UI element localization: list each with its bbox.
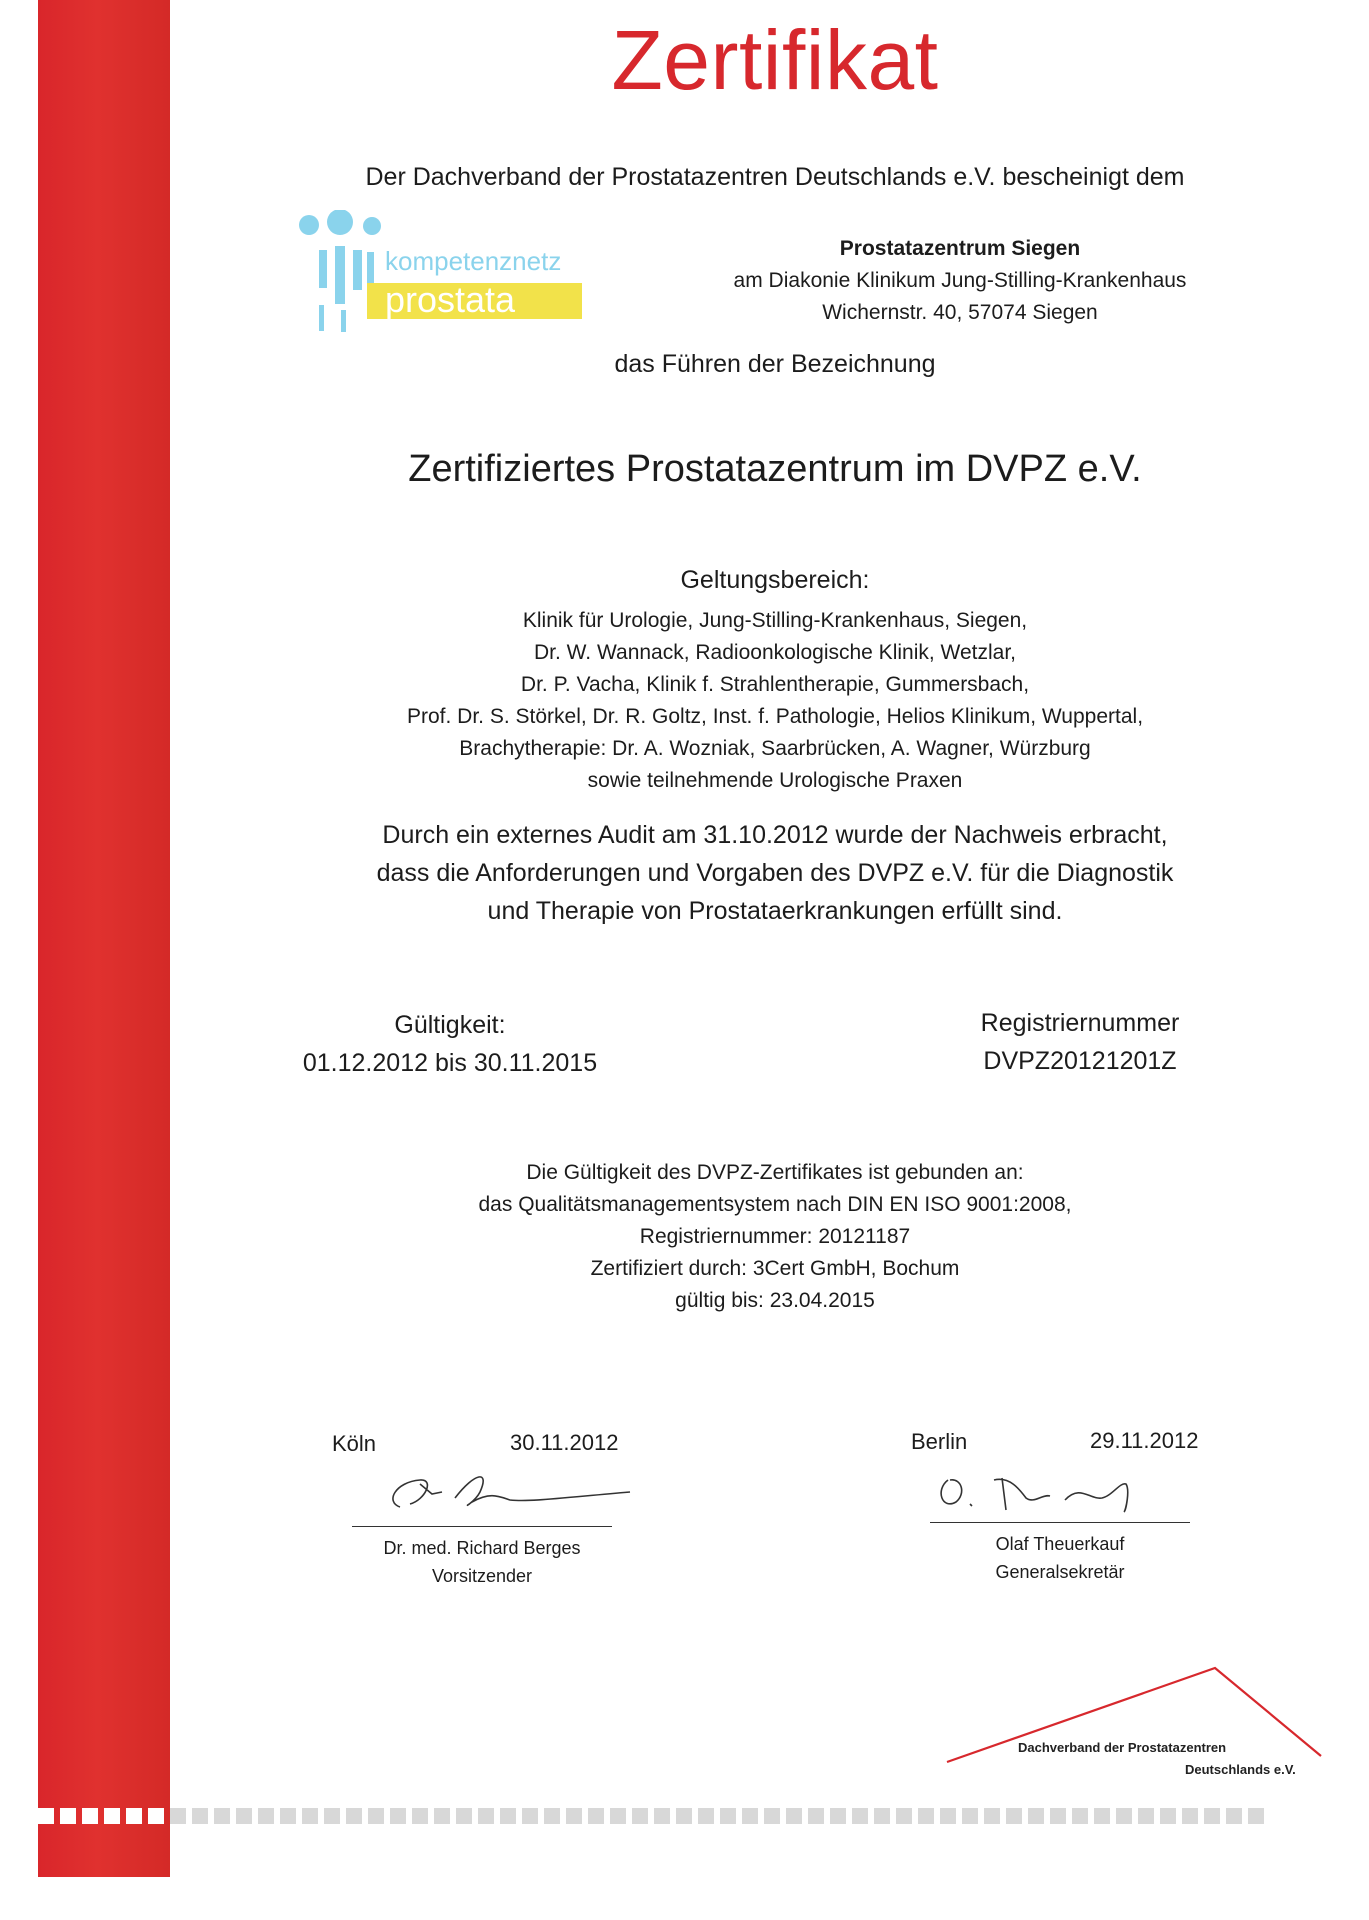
scope-line: Dr. P. Vacha, Klinik f. Strahlentherapie, Gummersbach,	[520, 673, 1030, 696]
right-signature-city: Berlin	[911, 1429, 968, 1454]
binding-line: Zertifiziert durch: 3Cert GmbH, Bochum	[590, 1257, 960, 1280]
certificate-title: Zertifikat	[611, 13, 939, 107]
audit-line: Durch ein externes Audit am 31.10.2012 wurde der Nachweis erbracht,	[382, 821, 1168, 849]
scope-heading: Geltungsbereich:	[680, 566, 870, 594]
footer-org-line-2: Deutschlands e.V.	[1185, 1762, 1296, 1777]
validity-binding	[250, 1157, 1300, 1317]
scope-line: Dr. W. Wannack, Radioonkologische Klinik, Wetzlar,	[533, 641, 1017, 664]
registration-value: DVPZ20121201Z	[983, 1047, 1177, 1075]
left-signatory-name: Dr. med. Richard Berges	[383, 1538, 581, 1558]
audit-line: dass die Anforderungen und Vorgaben des DVPZ e.V. für die Diagnostik	[376, 859, 1174, 887]
certificate-designation: Zertifiziertes Prostatazentrum im DVPZ e.V.	[408, 448, 1142, 490]
left-signatory-role: Vorsitzender	[431, 1566, 533, 1586]
binding-line: Die Gültigkeit des DVPZ-Zertifikates ist gebunden an:	[526, 1161, 1024, 1184]
logo-top-text: kompetenznetz	[385, 246, 562, 276]
right-signatory	[910, 1530, 1210, 1586]
left-signatory	[332, 1534, 632, 1590]
binding-line: das Qualitätsmanagementsystem nach DIN EN ISO 9001:2008,	[478, 1193, 1072, 1216]
right-handwritten-signature	[930, 1460, 1190, 1520]
footer-square-strip	[38, 1808, 1328, 1830]
right-signatory-name: Olaf Theuerkauf	[995, 1534, 1125, 1554]
kompetenznetz-prostata-logo	[295, 210, 595, 336]
right-signature-line	[930, 1522, 1190, 1523]
right-signature-date: 29.11.2012	[1090, 1428, 1199, 1453]
left-handwritten-signature	[380, 1462, 640, 1522]
registration-label: Registriernummer	[980, 1009, 1180, 1037]
validity-value: 01.12.2012 bis 30.11.2015	[302, 1049, 598, 1077]
intro-text: Der Dachverband der Prostatazentren Deutschlands e.V. bescheinigt dem	[365, 163, 1185, 191]
designation-intro: das Führen der Bezeichnung	[614, 350, 936, 378]
scope-list	[250, 605, 1300, 797]
holder-name: Prostatazentrum Siegen	[839, 237, 1081, 260]
left-signature-date: 30.11.2012	[510, 1430, 619, 1455]
holder-address: Wichernstr. 40, 57074 Siegen	[822, 301, 1098, 324]
left-signature-line	[352, 1526, 612, 1527]
footer-org-line-1: Dachverband der Prostatazentren	[1018, 1740, 1227, 1755]
red-side-bar	[38, 0, 170, 1877]
scope-line: Prof. Dr. S. Störkel, Dr. R. Goltz, Inst. f. Pathologie, Helios Klinikum, Wuppertal,	[406, 705, 1144, 728]
binding-line: gültig bis: 23.04.2015	[675, 1289, 875, 1312]
scope-line: sowie teilnehmende Urologische Praxen	[587, 769, 963, 792]
right-signatory-role: Generalsekretär	[995, 1562, 1125, 1582]
audit-line: und Therapie von Prostataerkrankungen erfüllt sind.	[487, 897, 1063, 925]
scope-line: Brachytherapie: Dr. A. Wozniak, Saarbrücken, A. Wagner, Würzburg	[459, 737, 1091, 760]
certificate-holder	[620, 233, 1300, 329]
scope-line: Klinik für Urologie, Jung-Stilling-Krankenhaus, Siegen,	[522, 609, 1028, 632]
left-signature-city: Köln	[332, 1431, 377, 1456]
audit-statement	[250, 816, 1300, 930]
holder-line-2: am Diakonie Klinikum Jung-Stilling-Krankenhaus	[733, 269, 1187, 292]
logo-bottom-text: prostata	[385, 279, 516, 320]
validity-label: Gültigkeit:	[394, 1011, 506, 1039]
binding-line: Registriernummer: 20121187	[639, 1225, 911, 1248]
